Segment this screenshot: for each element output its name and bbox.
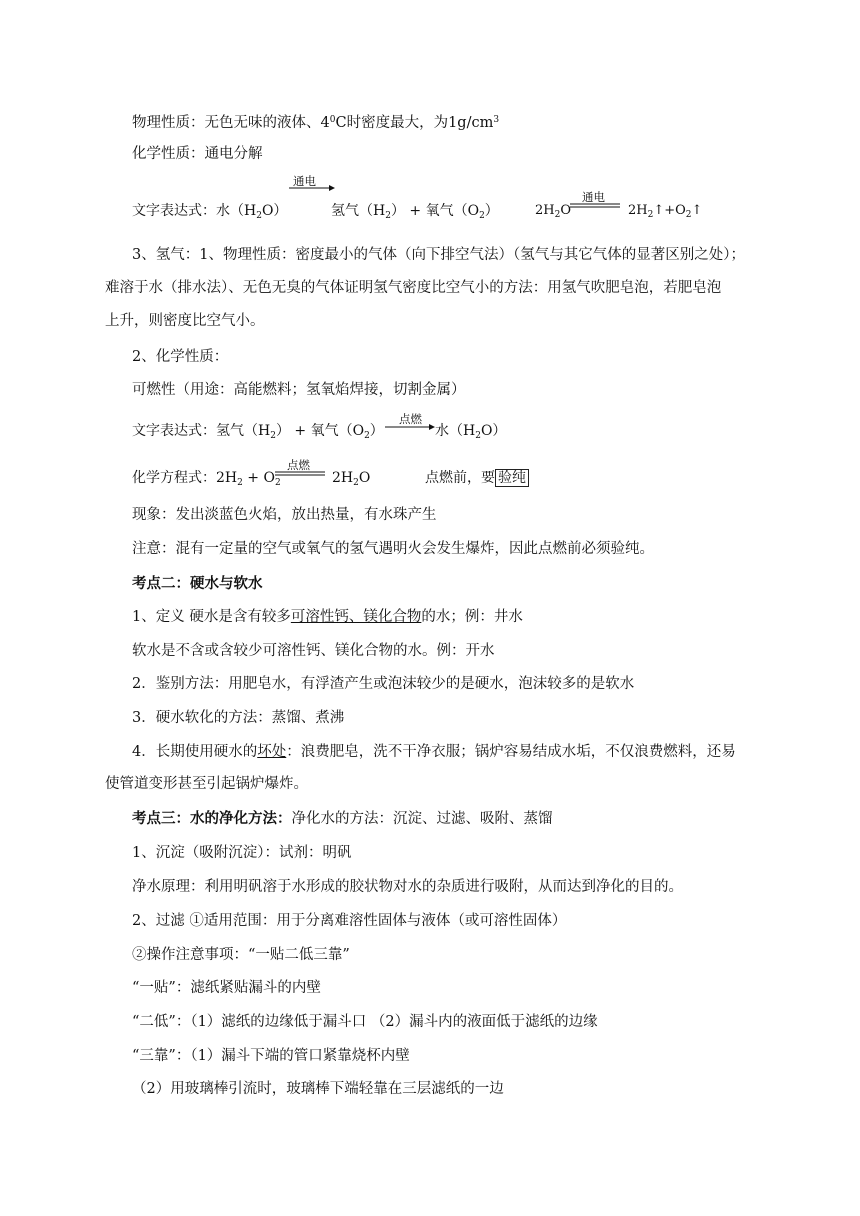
text: C时密度最大，为1g/cm bbox=[335, 115, 494, 131]
equals-lines bbox=[570, 192, 620, 208]
text: 物理性质：无色无味的液体、4 bbox=[132, 115, 330, 131]
arrow-label: 点燃 bbox=[399, 412, 422, 426]
text: O bbox=[560, 203, 572, 218]
hydrogen-equation-product bbox=[332, 468, 370, 493]
text: ↑+O bbox=[653, 203, 686, 218]
word-equation-water bbox=[132, 201, 287, 226]
hydrogen-chemical-heading: 2、化学性质： bbox=[132, 349, 229, 365]
purity-check-note bbox=[425, 468, 529, 488]
text: 化学方程式：2H bbox=[132, 470, 238, 486]
definition-line bbox=[132, 607, 523, 627]
equation-sign-ignite bbox=[275, 460, 325, 476]
text: ） + 氧气（O bbox=[390, 203, 480, 219]
glass-rod-line: （2）用玻璃棒引流时，玻璃棒下端轻靠在三层滤纸的一边 bbox=[132, 1081, 504, 1097]
text: 文字表达式：氢气（H bbox=[132, 423, 271, 439]
text: 2H bbox=[628, 203, 648, 218]
one-stick-line: “一贴”：滤纸紧贴漏斗的内壁 bbox=[132, 980, 321, 996]
text: 1、定义 硬水是含有较多 bbox=[132, 609, 291, 625]
text: 净化水的方法：沉淀、过滤、吸附、蒸馏 bbox=[291, 811, 553, 827]
hydrogen-word-equation bbox=[132, 421, 384, 446]
chemical-property-line: 化学性质：通电分解 bbox=[132, 146, 263, 162]
text: 文字表达式：水（H bbox=[132, 203, 257, 219]
phenomenon-line: 现象：发出淡蓝色火焰，放出热量，有水珠产生 bbox=[132, 507, 437, 523]
equals-lines bbox=[275, 460, 325, 476]
text: 2H bbox=[332, 470, 354, 486]
hydrogen-physical-line-1: 3、氢气：1、物理性质：密度最小的气体（向下排空气法）（氢气与其它气体的显著区别之处）； bbox=[132, 247, 745, 263]
subscript: 2 bbox=[385, 211, 391, 221]
text: 氢气（H bbox=[331, 203, 386, 219]
harm-line-2: 使管道变形甚至引起锅炉爆炸。 bbox=[105, 776, 308, 792]
physical-property-line bbox=[132, 110, 499, 133]
subscript: 2 bbox=[364, 431, 370, 441]
subscript: 2 bbox=[475, 431, 481, 441]
subscript: 2 bbox=[479, 211, 485, 221]
subscript: 2 bbox=[647, 210, 654, 220]
ignite-arrow bbox=[385, 414, 435, 430]
hydrogen-word-product bbox=[435, 421, 506, 446]
bold-text: 考点三：水的净化方法： bbox=[132, 810, 292, 827]
softening-line: 3．硬水软化的方法：蒸馏、煮沸 bbox=[132, 710, 345, 726]
subscript: 2 bbox=[256, 211, 262, 221]
sedimentation-line: 1、沉淀（吸附沉淀）：试剂：明矾 bbox=[132, 845, 352, 861]
text: ：浪费肥皂，洗不干净衣服；锅炉容易结成水垢，不仅浪费燃料，还易 bbox=[286, 744, 736, 760]
three-lean-line: “三靠”：（1）漏斗下端的管口紧靠烧杯内壁 bbox=[132, 1048, 410, 1064]
word-equation-products bbox=[331, 201, 499, 226]
subscript: 2 bbox=[270, 431, 276, 441]
underlined-text: 坏处 bbox=[257, 744, 287, 760]
harm-line-1 bbox=[132, 742, 736, 762]
chemical-equation-left bbox=[535, 201, 571, 225]
hydrogen-physical-line-2: 难溶于水（排水法）、无色无臭的气体证明氢气密度比空气小的方法：用氢气吹肥皂泡，若肥皂泡 bbox=[105, 280, 722, 296]
text: 4．长期使用硬水的 bbox=[132, 744, 258, 760]
electrolysis-arrow bbox=[289, 176, 335, 190]
text: O bbox=[358, 470, 371, 486]
filtration-line: 2、过滤 ①适用范围：用于分离难溶性固体与液体（或可溶性固体） bbox=[132, 913, 567, 929]
text: + O bbox=[242, 470, 275, 486]
section-heading-purification bbox=[132, 809, 553, 829]
superscript: 3 bbox=[493, 115, 500, 125]
eq-label: 通电 bbox=[582, 190, 605, 204]
subscript: 2 bbox=[353, 478, 359, 488]
boxed-term: 验纯 bbox=[495, 469, 529, 487]
text: O） bbox=[261, 203, 288, 219]
text: ） bbox=[369, 423, 384, 439]
operation-notes-line: ②操作注意事项：“一贴二低三靠” bbox=[132, 947, 350, 963]
hydrogen-physical-line-3: 上升，则密度比空气小。 bbox=[105, 313, 265, 329]
section-heading-hard-soft-water: 考点二：硬水与软水 bbox=[132, 575, 263, 592]
subscript: 2 bbox=[554, 210, 561, 220]
superscript: 0 bbox=[329, 115, 336, 125]
underlined-text: 可溶性钙、镁化合物 bbox=[290, 609, 422, 625]
subscript: 2 bbox=[274, 478, 281, 488]
soft-water-line: 软水是不含或含较少可溶性钙、镁化合物的水。例：开水 bbox=[132, 643, 495, 659]
text: 点燃前，要 bbox=[425, 470, 495, 486]
arrow-line bbox=[289, 176, 335, 190]
text: 2H bbox=[535, 203, 555, 218]
equation-sign-electrolysis bbox=[570, 192, 620, 208]
arrow-label: 通电 bbox=[293, 174, 316, 188]
caution-line: 注意：混有一定量的空气或氧气的氢气遇明火会发生爆炸，因此点燃前必须验纯。 bbox=[132, 541, 654, 557]
text: O） bbox=[480, 423, 507, 439]
text: 的水；例：井水 bbox=[421, 609, 523, 625]
arrow-line bbox=[385, 414, 435, 430]
principle-line: 净水原理：利用明矾溶于水形成的胶状物对水的杂质进行吸附，从而达到净化的目的。 bbox=[132, 879, 683, 895]
chemical-equation-right bbox=[628, 201, 702, 225]
subscript: 2 bbox=[685, 210, 692, 220]
text: ） bbox=[484, 203, 499, 219]
flammability-line: 可燃性（用途：高能燃料；氢氧焰焊接，切割金属） bbox=[132, 382, 466, 398]
text: ） + 氧气（O bbox=[275, 423, 365, 439]
identification-line: 2．鉴别方法：用肥皂水，有浮渣产生或泡沫较少的是硬水，泡沫较多的是软水 bbox=[132, 676, 635, 692]
two-low-line: “二低”：（1）滤纸的边缘低于漏斗口 （2）漏斗内的液面低于滤纸的边缘 bbox=[132, 1014, 598, 1030]
hydrogen-chemical-equation bbox=[132, 468, 281, 493]
eq-label: 点燃 bbox=[287, 458, 310, 472]
text: 水（H bbox=[435, 423, 476, 439]
subscript: 2 bbox=[237, 478, 243, 488]
text: ↑ bbox=[691, 203, 703, 218]
